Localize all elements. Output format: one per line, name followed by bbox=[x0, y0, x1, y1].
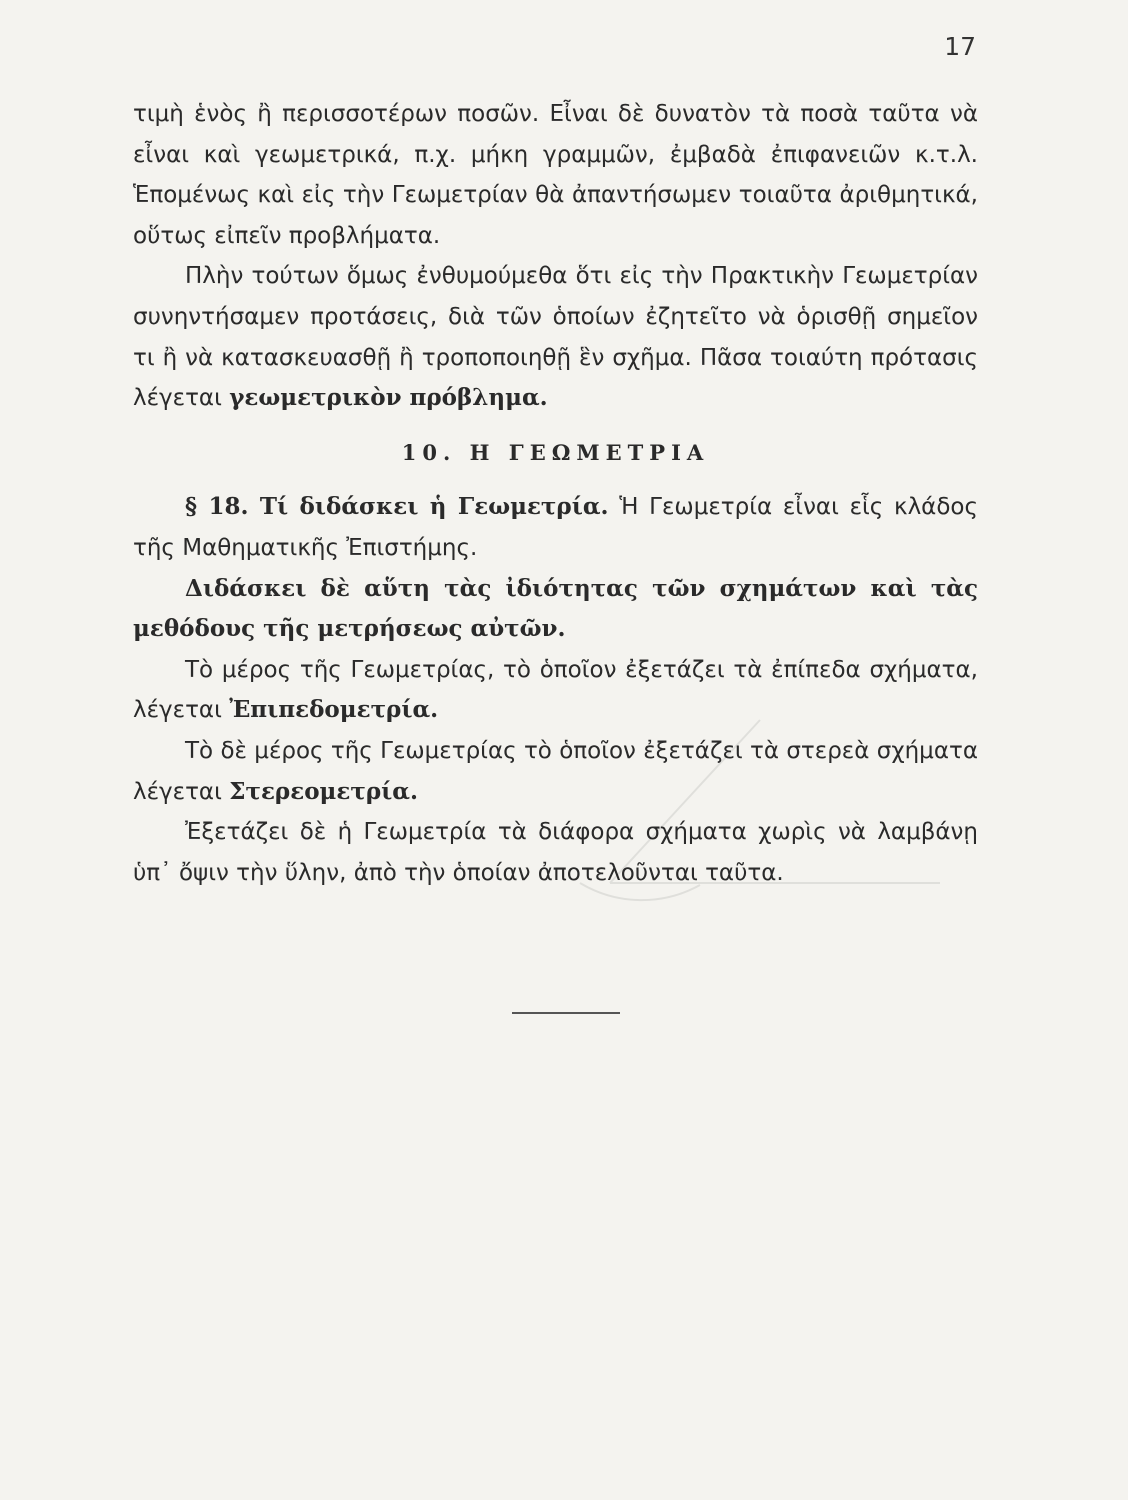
paragraph-text: Πλὴν τούτων ὅμως ἐνθυμούμεθα ὅτι εἰς τὴν Πρακτικὴν Γεωμετρίαν συνηντήσαμεν προτάσεις, διὰ τῶν ὁποίων ἐζητεῖτο νὰ ὁρισθῇ σημεῖον τι ἢ νὰ κατασκευασθῇ ἢ τροποποιηθῇ ἓν σχῆμα. Πᾶσα τοιαύτη πρότασις λέγεται bbox=[133, 263, 978, 412]
paragraph-text: Ἡ Γεωμετρία εἶναι εἷς κλάδος τῆς Μαθηματικῆς Ἐπιστήμης. bbox=[133, 494, 978, 561]
body-text bbox=[133, 94, 978, 893]
term-plane-geometry: Ἐπιπεδομετρία. bbox=[229, 696, 439, 724]
section-18-title: § 18. Τί διδάσκει ἡ Γεωμετρία. bbox=[185, 493, 609, 521]
paragraph-text: Τὸ μέρος τῆς Γεωμετρίας, τὸ ὁποῖον ἐξετάζει τὰ ἐπίπεδα σχήματα, λέγεται bbox=[133, 656, 978, 724]
paragraph-definition: Διδάσκει δὲ αὕτη τὰς ἰδιότητας τῶν σχημάτων καὶ τὰς μεθόδους τῆς μετρήσεως αὐτῶν. bbox=[133, 574, 978, 643]
paragraph-matter: Ἐξετάζει δὲ ἡ Γεωμετρία τὰ διάφορα σχήματα χωρὶς νὰ λαμβάνῃ ὑπ᾿ ὄψιν τὴν ὕλην, ἀπὸ τὴν ὁποίαν ἀποτελοῦνται ταῦτα. bbox=[133, 819, 978, 886]
term-geometric-problem: γεωμετρικὸν πρόβλημα. bbox=[229, 384, 548, 412]
paragraph-solid-geometry bbox=[133, 731, 978, 812]
term-solid-geometry: Στερεομετρία. bbox=[229, 777, 418, 805]
paragraph-geometric-problem bbox=[133, 256, 978, 418]
paragraph-plane-geometry bbox=[133, 650, 978, 731]
horizontal-rule bbox=[512, 1012, 620, 1014]
paragraph-numeric-problems: τιμὴ ἑνὸς ἢ περισσοτέρων ποσῶν. Εἶναι δὲ δυνατὸν τὰ ποσὰ ταῦτα νὰ εἶναι καὶ γεωμετρικά, π.χ. μήκη γραμμῶν, ἐμβαδὰ ἐπιφανειῶν κ.τ.λ. Ἑπομένως καὶ εἰς τὴν Γεωμετρίαν θὰ ἀπαντήσωμεν τοιαῦτα ἀριθμητικά, οὕτως εἰπεῖν προβλήματα. bbox=[133, 101, 978, 249]
paragraph-text: Τὸ δὲ μέρος τῆς Γεωμετρίας τὸ ὁποῖον ἐξετάζει τὰ στερεὰ σχήματα λέγεται bbox=[133, 737, 978, 805]
paragraph-section-18 bbox=[133, 487, 978, 568]
page-number: 17 bbox=[944, 32, 976, 61]
section-heading: 10. Η ΓΕΩΜΕΤΡΙΑ bbox=[401, 439, 710, 465]
